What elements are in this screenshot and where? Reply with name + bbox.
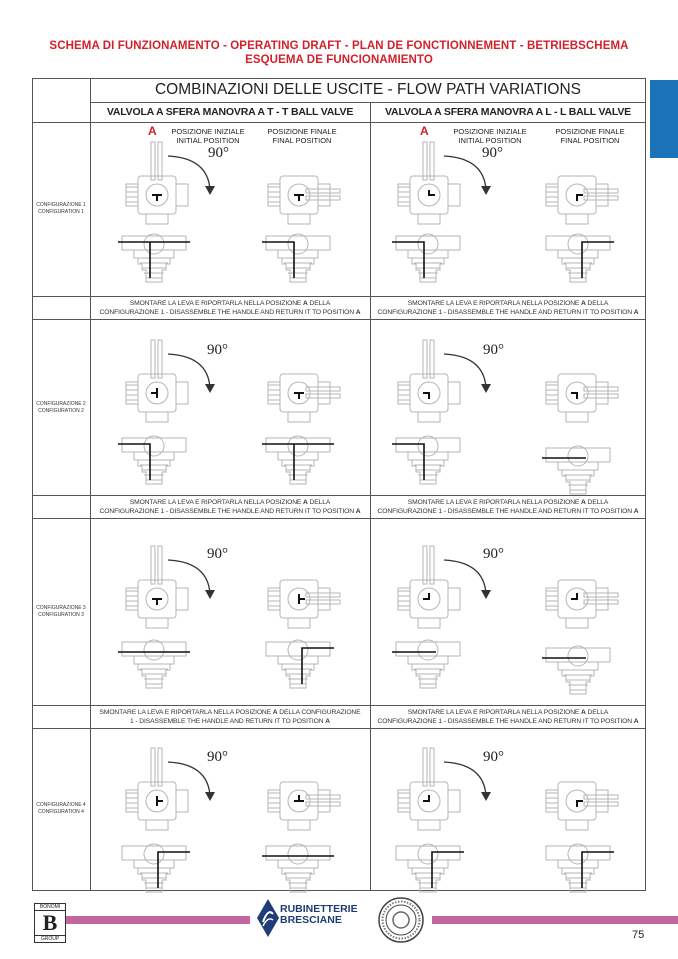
valve-section-view bbox=[262, 634, 334, 690]
valve-section-view bbox=[262, 228, 334, 284]
valve-top-view bbox=[262, 768, 334, 832]
grid-line bbox=[32, 122, 646, 123]
brand-name: RUBINETTERIE BRESCIANE bbox=[280, 903, 358, 926]
valve-section-view bbox=[262, 838, 334, 894]
rotation-label: 90° bbox=[207, 546, 228, 562]
rotation-arrow-icon bbox=[166, 556, 218, 600]
rotation-label: 90° bbox=[207, 342, 228, 358]
valve-top-view bbox=[262, 162, 334, 226]
valve-top-view bbox=[540, 768, 612, 832]
rotation-label: 90° bbox=[483, 749, 504, 765]
valve-top-view bbox=[540, 566, 612, 630]
valve-top-view bbox=[262, 566, 334, 630]
footer-bar-left bbox=[66, 916, 250, 924]
bonomi-group-logo: BONOMI B GROUP bbox=[34, 903, 66, 943]
rubinetterie-diamond-icon bbox=[256, 898, 280, 938]
valve-section-view bbox=[392, 430, 464, 486]
certification-seal-icon bbox=[377, 896, 425, 944]
grid-line bbox=[90, 78, 91, 891]
valve-top-view bbox=[540, 162, 612, 226]
valve-section-view bbox=[118, 838, 190, 894]
position-a-mark-t: A bbox=[148, 124, 157, 138]
note-row3-l: SMONTARE LA LEVA E RIPORTARLA NELLA POSIZIONE A DELLA CONFIGURAZIONE 1 - DISASSEMBLE THE HANDLE AND RETURN IT TO POSITION A bbox=[377, 709, 639, 725]
initial-position-label-l: POSIZIONE INIZIALE INITIAL POSITION bbox=[453, 127, 527, 145]
config-label-3: CONFIGURAZIONE 3 CONFIGURATION 3 bbox=[36, 605, 86, 618]
note-row3-t: SMONTARE LA LEVA E RIPORTARLA NELLA POSIZIONE A DELLA CONFIGURAZIONE 1 - DISASSEMBLE THE HANDLE AND RETURN IT TO POSITION A bbox=[99, 709, 361, 725]
rotation-arrow-icon bbox=[442, 152, 494, 196]
final-position-label-l: POSIZIONE FINALE FINAL POSITION bbox=[555, 127, 625, 145]
rotation-arrow-icon bbox=[166, 152, 218, 196]
table-title: COMBINAZIONI DELLE USCITE - FLOW PATH VARIATIONS bbox=[154, 81, 581, 98]
valve-section-view bbox=[542, 838, 614, 894]
final-position-label-t: POSIZIONE FINALE FINAL POSITION bbox=[267, 127, 337, 145]
rotation-label: 90° bbox=[482, 145, 503, 161]
rotation-label: 90° bbox=[483, 546, 504, 562]
grid-line bbox=[32, 296, 646, 297]
valve-section-view bbox=[542, 640, 614, 696]
valve-section-view bbox=[392, 634, 464, 690]
config-label-1: CONFIGURAZIONE 1 CONFIGURATION 1 bbox=[36, 202, 86, 215]
grid-line bbox=[32, 728, 646, 729]
rotation-arrow-icon bbox=[442, 758, 494, 802]
valve-top-view bbox=[540, 360, 612, 424]
config-label-2: CONFIGURAZIONE 2 CONFIGURATION 2 bbox=[36, 401, 86, 414]
rotation-arrow-icon bbox=[166, 758, 218, 802]
grid-line bbox=[90, 102, 646, 103]
note-row1-l: SMONTARE LA LEVA E RIPORTARLA NELLA POSIZIONE A DELLA CONFIGURAZIONE 1 - DISASSEMBLE THE HANDLE AND RETURN IT TO POSITION A bbox=[377, 300, 639, 316]
valve-top-view bbox=[262, 360, 334, 424]
valve-section-view bbox=[118, 228, 190, 284]
column-header-l-valve: VALVOLA A SFERA MANOVRA A L - L BALL VALVE bbox=[385, 106, 631, 118]
rotation-label: 90° bbox=[207, 749, 228, 765]
initial-position-label-t: POSIZIONE INIZIALE INITIAL POSITION bbox=[171, 127, 245, 145]
page-number: 75 bbox=[632, 929, 645, 941]
page-heading: SCHEMA DI FUNZIONAMENTO - OPERATING DRAFT - PLAN DE FONCTIONNEMENT - BETRIEBSCHEMA bbox=[49, 40, 629, 52]
valve-section-view bbox=[262, 430, 334, 486]
valve-section-view bbox=[542, 228, 614, 284]
rotation-label: 90° bbox=[208, 145, 229, 161]
section-tab bbox=[650, 80, 678, 158]
grid-line bbox=[32, 319, 646, 320]
page-subheading: ESQUEMA DE FUNCIONAMIENTO bbox=[245, 54, 433, 66]
rotation-arrow-icon bbox=[442, 350, 494, 394]
note-row2-l: SMONTARE LA LEVA E RIPORTARLA NELLA POSIZIONE A DELLA CONFIGURAZIONE 1 - DISASSEMBLE THE HANDLE AND RETURN IT TO POSITION A bbox=[377, 499, 639, 515]
footer-bar-right bbox=[432, 916, 678, 924]
rotation-arrow-icon bbox=[442, 556, 494, 600]
config-label-4: CONFIGURAZIONE 4 CONFIGURATION 4 bbox=[36, 802, 86, 815]
valve-section-view bbox=[542, 440, 614, 496]
rotation-label: 90° bbox=[483, 342, 504, 358]
grid-line bbox=[32, 705, 646, 706]
grid-line bbox=[370, 102, 371, 891]
note-row2-t: SMONTARE LA LEVA E RIPORTARLA NELLA POSIZIONE A DELLA CONFIGURAZIONE 1 - DISASSEMBLE THE HANDLE AND RETURN IT TO POSITION A bbox=[99, 499, 361, 515]
valve-section-view bbox=[392, 838, 464, 894]
column-header-t-valve: VALVOLA A SFERA MANOVRA A T - T BALL VALVE bbox=[106, 106, 354, 118]
note-row1-t: SMONTARE LA LEVA E RIPORTARLA NELLA POSIZIONE A DELLA CONFIGURAZIONE 1 - DISASSEMBLE THE HANDLE AND RETURN IT TO POSITION A bbox=[99, 300, 361, 316]
grid-line bbox=[32, 518, 646, 519]
rotation-arrow-icon bbox=[166, 350, 218, 394]
valve-section-view bbox=[392, 228, 464, 284]
valve-section-view bbox=[118, 634, 190, 690]
valve-section-view bbox=[118, 430, 190, 486]
position-a-mark-l: A bbox=[420, 124, 429, 138]
